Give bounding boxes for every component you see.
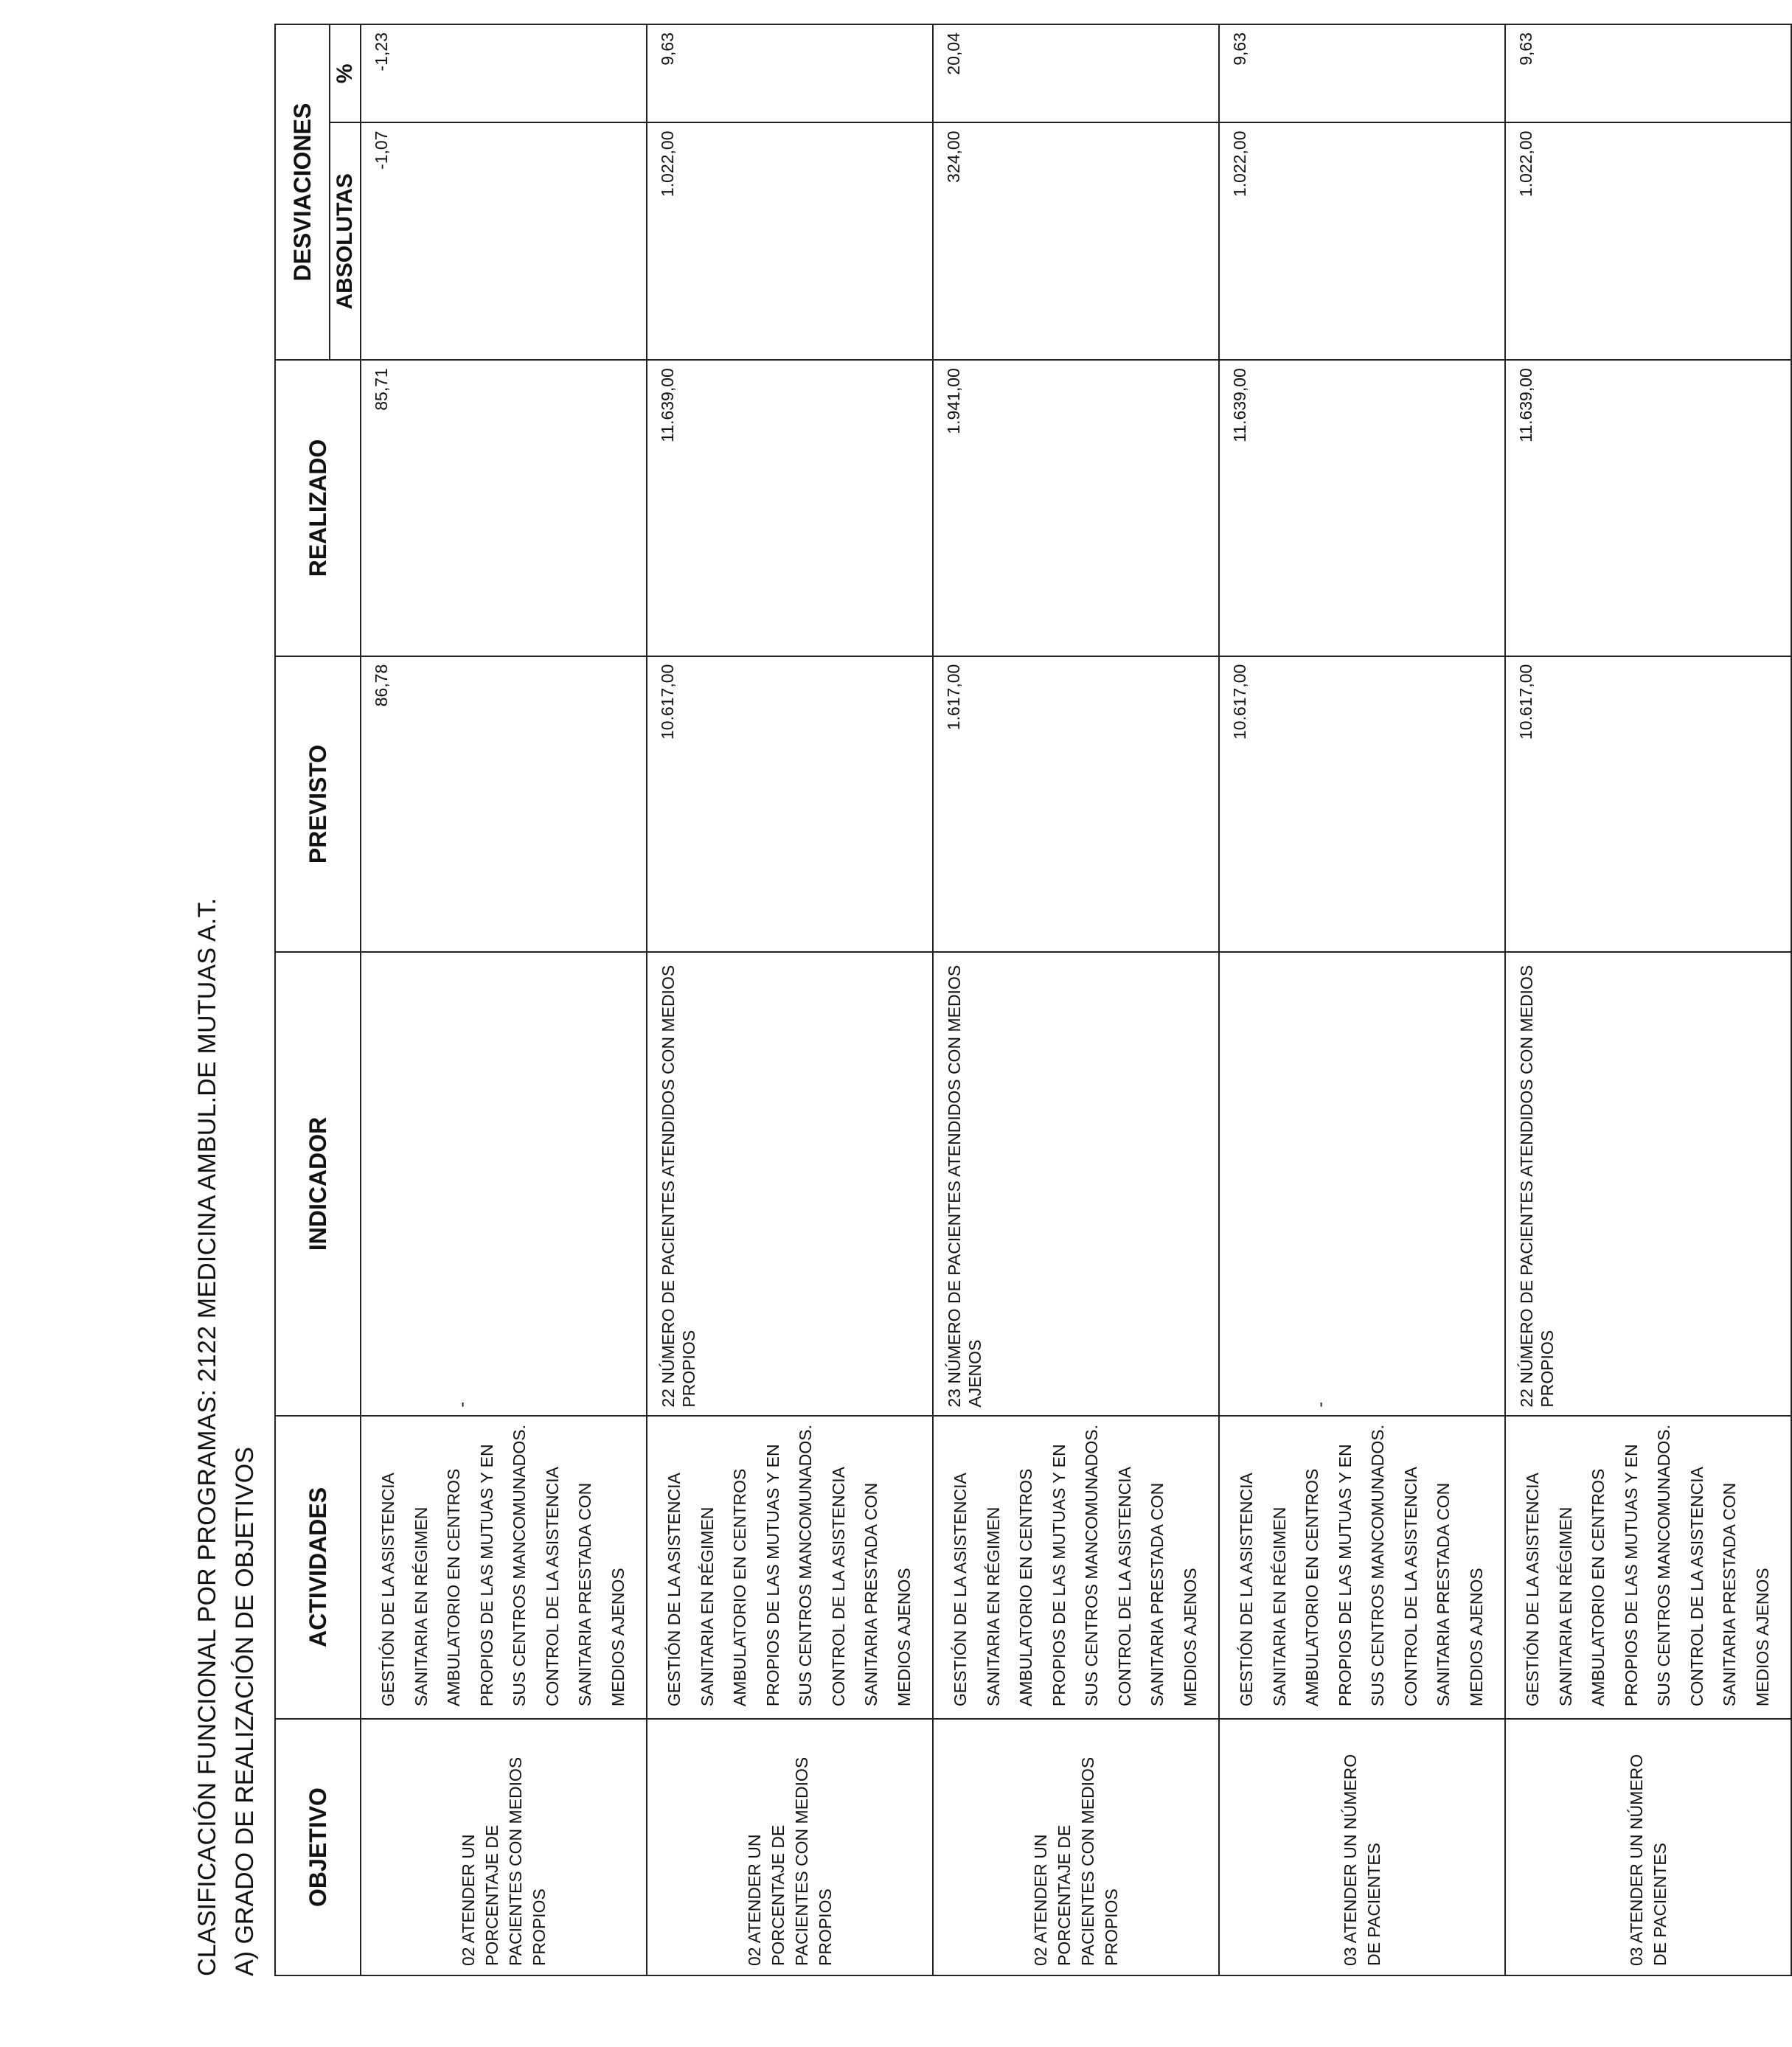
header-objetivo: OBJETIVO xyxy=(275,1719,361,1975)
indicador-cell xyxy=(933,952,1219,1415)
page-title: CLASIFICACIÓN FUNCIONAL POR PROGRAMAS: 2122 MEDICINA AMBUL.DE MUTUAS A.T. xyxy=(193,897,221,1976)
indicador-text: - xyxy=(452,1401,471,1408)
previsto-cell: 10.617,00 xyxy=(1505,656,1791,953)
realizado-cell: 85,71 xyxy=(361,360,647,656)
realizado-cell: 11.639,00 xyxy=(1505,360,1791,656)
header-indicador: INDICADOR xyxy=(275,952,361,1415)
porcentaje-cell: -1,23 xyxy=(361,24,647,122)
actividades-cell: GESTIÓN DE LA ASISTENCIA SANITARIA EN RÉGIMEN AMBULATORIO EN CENTROS PROPIOS DE LAS MUTUAS Y EN SUS CENTROS MANCOMUNADOS. CONTROL DE LA ASISTENCIA SANITARIA PRESTADA CON MEDIOS AJENOS xyxy=(361,1416,647,1719)
porcentaje-cell: 9,63 xyxy=(647,24,933,122)
actividades-cell: GESTIÓN DE LA ASISTENCIA SANITARIA EN RÉGIMEN AMBULATORIO EN CENTROS PROPIOS DE LAS MUTUAS Y EN SUS CENTROS MANCOMUNADOS. CONTROL DE LA ASISTENCIA SANITARIA PRESTADA CON MEDIOS AJENOS xyxy=(647,1416,933,1719)
indicador-text: 23 NÚMERO DE PACIENTES ATENDIDOS CON MEDIOS AJENOS xyxy=(945,965,984,1408)
objetivo-cell: 03 ATENDER UN NÚMERO DE PACIENTES xyxy=(1219,1719,1505,1975)
table-row xyxy=(1219,24,1505,1975)
header-porcentaje: % xyxy=(330,24,361,122)
previsto-cell: 10.617,00 xyxy=(1219,656,1505,953)
table-row xyxy=(647,24,933,1975)
indicador-cell xyxy=(361,952,647,1415)
header-previsto: PREVISTO xyxy=(275,656,361,953)
absolutas-cell: 1.022,00 xyxy=(647,122,933,360)
realizado-cell: 1.941,00 xyxy=(933,360,1219,656)
indicador-cell xyxy=(1219,952,1505,1415)
header-realizado: REALIZADO xyxy=(275,360,361,656)
objetivo-cell: 02 ATENDER UN PORCENTAJE DE PACIENTES CON MEDIOS PROPIOS xyxy=(361,1719,647,1975)
realizado-cell: 11.639,00 xyxy=(1219,360,1505,656)
objetivo-cell: 03 ATENDER UN NÚMERO DE PACIENTES xyxy=(1505,1719,1791,1975)
objectives-table xyxy=(274,24,1792,1976)
porcentaje-cell: 9,63 xyxy=(1219,24,1505,122)
absolutas-cell: -1,07 xyxy=(361,122,647,360)
indicador-text: 22 NÚMERO DE PACIENTES ATENDIDOS CON MEDIOS PROPIOS xyxy=(659,965,698,1408)
indicador-text: - xyxy=(1310,1401,1330,1408)
header-absolutas: ABSOLUTAS xyxy=(330,122,361,360)
porcentaje-cell: 20,04 xyxy=(933,24,1219,122)
absolutas-cell: 1.022,00 xyxy=(1219,122,1505,360)
objetivo-cell: 02 ATENDER UN PORCENTAJE DE PACIENTES CON MEDIOS PROPIOS xyxy=(933,1719,1219,1975)
table-row xyxy=(361,24,647,1975)
absolutas-cell: 1.022,00 xyxy=(1505,122,1791,360)
realizado-cell: 11.639,00 xyxy=(647,360,933,656)
absolutas-cell: 324,00 xyxy=(933,122,1219,360)
previsto-cell: 86,78 xyxy=(361,656,647,953)
header-desviaciones: DESVIACIONES xyxy=(275,24,330,360)
actividades-cell: GESTIÓN DE LA ASISTENCIA SANITARIA EN RÉGIMEN AMBULATORIO EN CENTROS PROPIOS DE LAS MUTUAS Y EN SUS CENTROS MANCOMUNADOS. CONTROL DE LA ASISTENCIA SANITARIA PRESTADA CON MEDIOS AJENOS xyxy=(1505,1416,1791,1719)
previsto-cell: 1.617,00 xyxy=(933,656,1219,953)
actividades-cell: GESTIÓN DE LA ASISTENCIA SANITARIA EN RÉGIMEN AMBULATORIO EN CENTROS PROPIOS DE LAS MUTUAS Y EN SUS CENTROS MANCOMUNADOS. CONTROL DE LA ASISTENCIA SANITARIA PRESTADA CON MEDIOS AJENOS xyxy=(933,1416,1219,1719)
indicador-cell xyxy=(647,952,933,1415)
header-actividades: ACTIVIDADES xyxy=(275,1416,361,1719)
section-subtitle: A) GRADO DE REALIZACIÓN DE OBJETIVOS xyxy=(231,1447,259,1976)
table-row xyxy=(1505,24,1791,1975)
indicador-text: 22 NÚMERO DE PACIENTES ATENDIDOS CON MEDIOS PROPIOS xyxy=(1517,965,1557,1408)
porcentaje-cell: 9,63 xyxy=(1505,24,1791,122)
table-row xyxy=(933,24,1219,1975)
indicador-cell xyxy=(1505,952,1791,1415)
objetivo-cell: 02 ATENDER UN PORCENTAJE DE PACIENTES CON MEDIOS PROPIOS xyxy=(647,1719,933,1975)
previsto-cell: 10.617,00 xyxy=(647,656,933,953)
actividades-cell: GESTIÓN DE LA ASISTENCIA SANITARIA EN RÉGIMEN AMBULATORIO EN CENTROS PROPIOS DE LAS MUTUAS Y EN SUS CENTROS MANCOMUNADOS. CONTROL DE LA ASISTENCIA SANITARIA PRESTADA CON MEDIOS AJENOS xyxy=(1219,1416,1505,1719)
